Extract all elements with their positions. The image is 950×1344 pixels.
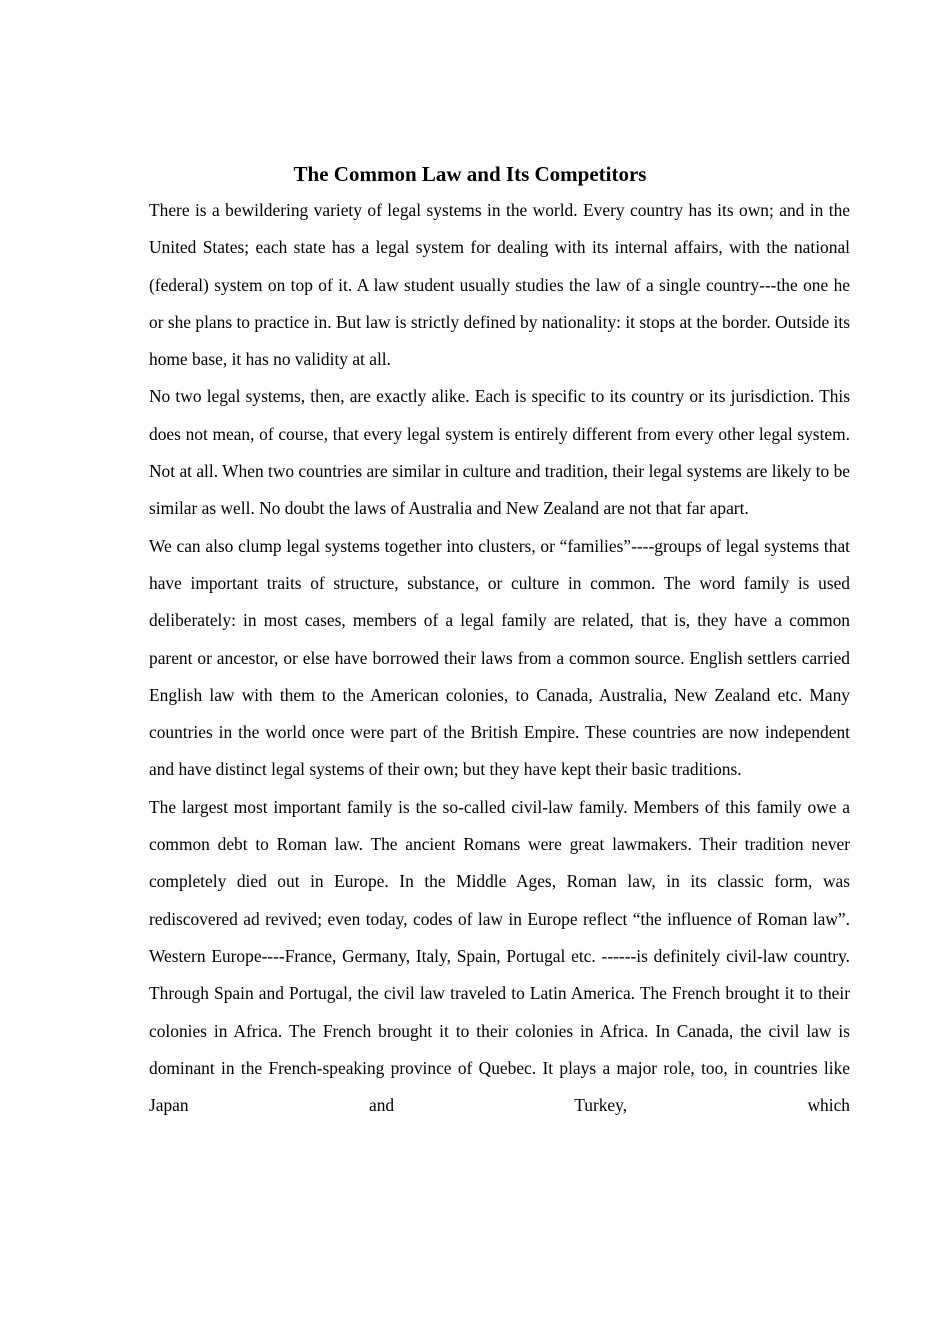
- paragraph-1: There is a bewildering variety of legal systems in the world. Every country has its own; and in the United States; each state has a legal system for dealing with its internal affairs, with the national (federal) system on top of it. A law student usually studies the law of a single country---the one he or she plans to practice in. But law is strictly defined by nationality: it stops at the border. Outside its home base, it has no validity at all.: [149, 200, 850, 370]
- page-title: The Common Law and Its Competitors: [293, 162, 647, 186]
- paragraph-4: The largest most important family is the so-called civil-law family. Members of this family owe a common debt to Roman law. The ancient Romans were great lawmakers. Their tradition never completely died out in Europe. In the Middle Ages, Roman law, in its classic form, was rediscovered ad revived; even today, codes of law in Europe reflect “the influence of Roman law”. Western Europe----France, Germany, Italy, Spain, Portugal etc. ------is definitely civil-law country. Through Spain and Portugal, the civil law traveled to Latin America. The French brought it to their colonies in Africa. The French brought it to their colonies in Africa. In Canada, the civil law is dominant in the French-speaking province of Quebec. It plays a major role, too, in countries like Japan and Turkey, which: [149, 796, 850, 1116]
- paragraph-3: We can also clump legal systems together into clusters, or “families”----groups of legal systems that have important traits of structure, substance, or culture in common. The word family is used deliberately: in most cases, members of a legal family are related, that is, they have a common parent or ancestor, or else have borrowed their laws from a common source. English settlers carried English law with them to the American colonies, to Canada, Australia, New Zealand etc. Many countries in the world once were part of the British Empire. These countries are now independent and have distinct legal systems of their own; but they have kept their basic traditions.: [149, 535, 850, 780]
- paragraph-2: No two legal systems, then, are exactly alike. Each is specific to its country or its jurisdiction. This does not mean, of course, that every legal system is entirely different from every other legal system. Not at all. When two countries are similar in culture and tradition, their legal systems are likely to be similar as well. No doubt the laws of Australia and New Zealand are not that far apart.: [149, 386, 850, 519]
- document-body: [149, 192, 850, 1124]
